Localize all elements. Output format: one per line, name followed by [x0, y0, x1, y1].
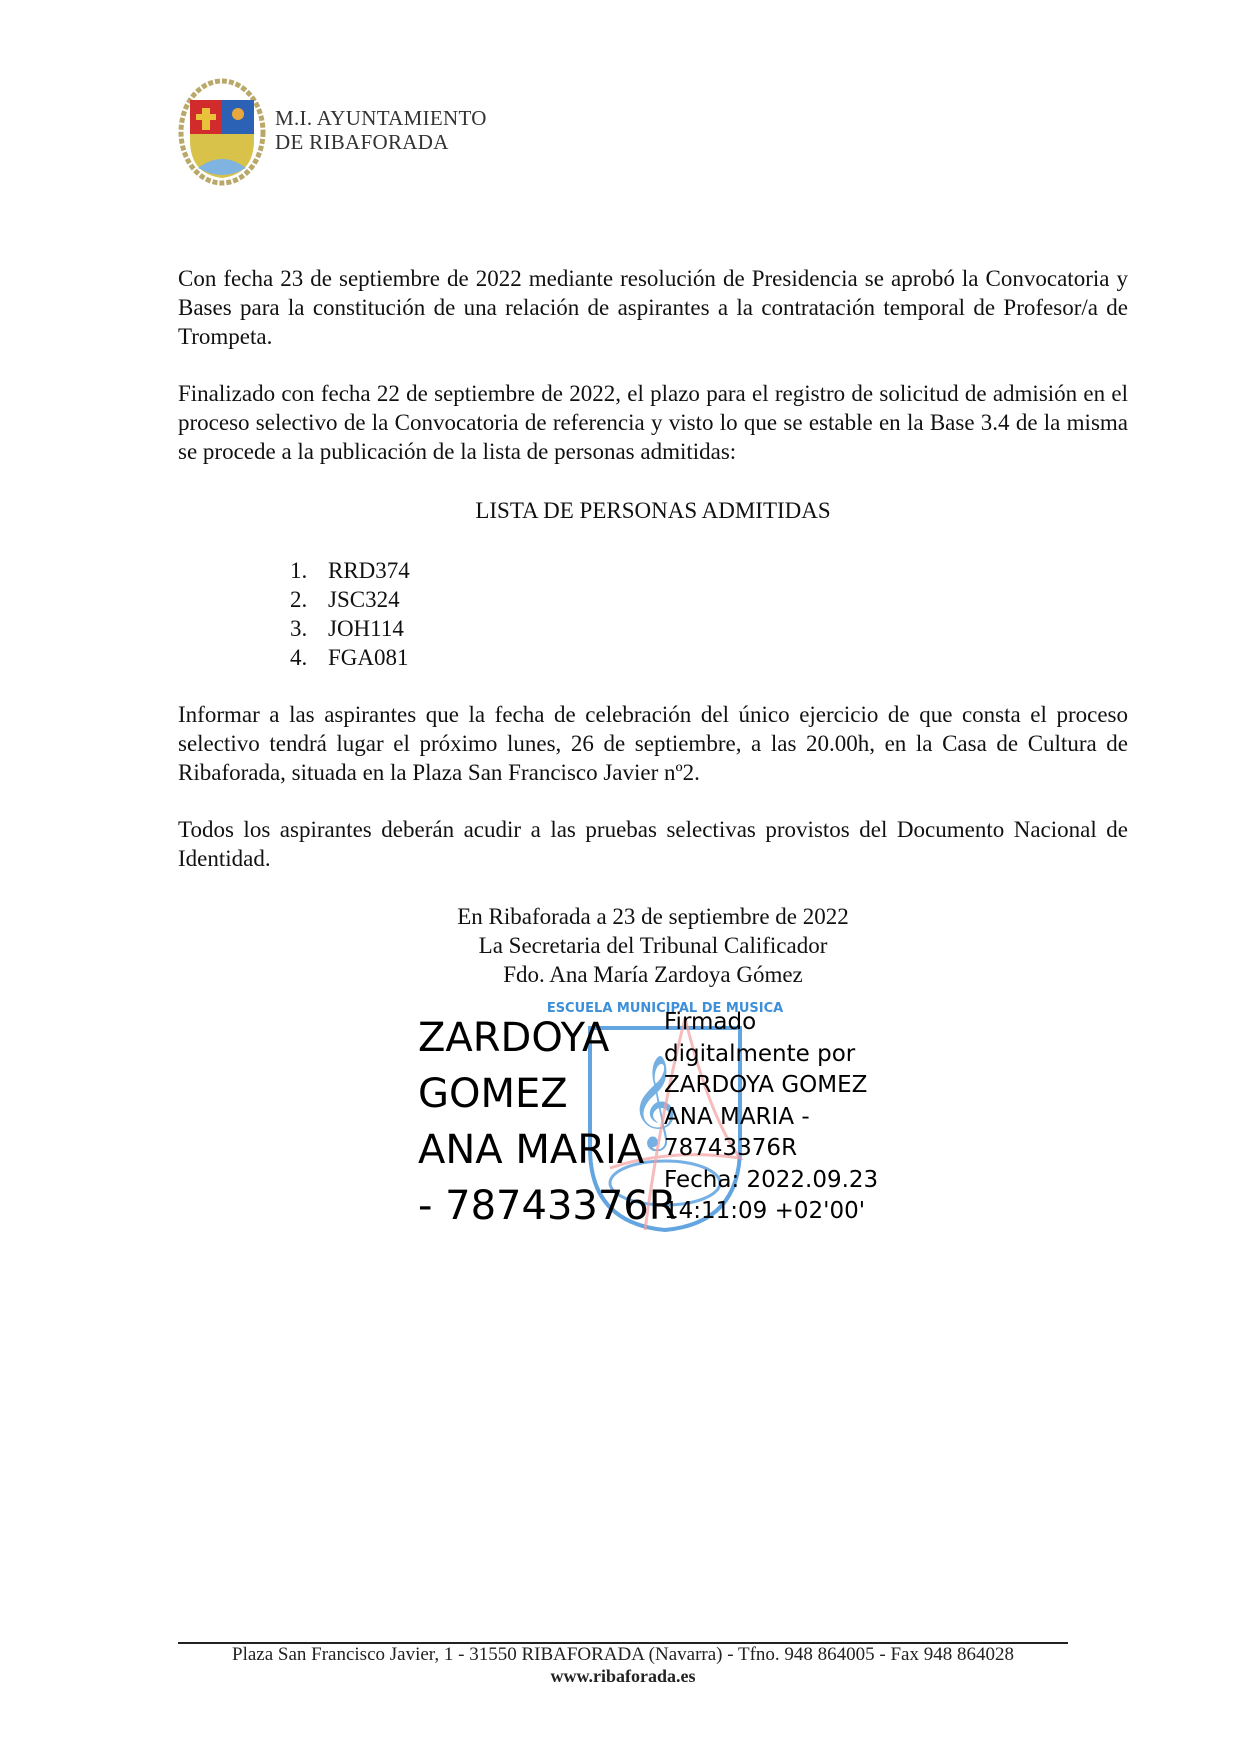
paragraph-1: Con fecha 23 de septiembre de 2022 mediante resolución de Presidencia se aprobó la Convocatoria y Bases para la constitución de una relación de aspirantes a la contratación temporal de Profesor/a de Trompeta. — [178, 266, 1128, 349]
org-line-2: DE RIBAFORADA — [275, 130, 449, 154]
closing-signer: Fdo. Ana María Zardoya Gómez — [503, 962, 803, 987]
svg-text:ESCUELA MUNICIPAL DE MUSICA: ESCUELA MUNICIPAL DE MUSICA — [546, 1001, 784, 1016]
admitted-list — [290, 556, 410, 672]
list-item: 4. FGA081 — [290, 645, 409, 670]
list-item: 2. JSC324 — [290, 587, 400, 612]
list-title: LISTA DE PERSONAS ADMITIDAS — [475, 498, 831, 523]
signature-details: Firmado digitalmente por ZARDOYA GOMEZ ANA MARIA - 78743376R Fecha: 2022.09.23 14:11:09 +02'00' — [664, 1009, 879, 1224]
paragraph-2: Finalizado con fecha 22 de septiembre de 2022, el plazo para el registro de solicitud de admisión en el proceso selectivo de la Convocatoria de referencia y visto lo que se estable en la Base 3.4 de la misma se procede a la publicación de la lista de personas admitidas: — [178, 381, 1128, 464]
footer-website[interactable]: www.ribaforada.es — [550, 1666, 696, 1686]
svg-text:𝄞: 𝄞 — [630, 1054, 678, 1147]
signature-name: ZARDOYA GOMEZ ANA MARIA - 78743376R — [418, 1015, 677, 1229]
paragraph-4: Todos los aspirantes deberán acudir a las pruebas selectivas provistos del Documento Nacional de Identidad. — [178, 817, 1128, 871]
list-item: 1. RRD374 — [290, 558, 410, 583]
paragraph-3: Informar a las aspirantes que la fecha de celebración del único ejercicio de que consta el proceso selectivo tendrá lugar el próximo lunes, 26 de septiembre, a las 20.00h, en la Casa de Cultura de Ribaforada, situada en la Plaza San Francisco Javier nº2. — [178, 702, 1128, 785]
closing-role: La Secretaria del Tribunal Calificador — [478, 933, 828, 958]
list-item: 3. JOH114 — [290, 616, 404, 641]
coat-of-arms-logo — [178, 78, 266, 186]
closing-place-date: En Ribaforada a 23 de septiembre de 2022 — [457, 904, 849, 929]
org-line-1: M.I. AYUNTAMIENTO — [275, 106, 487, 130]
organization-name — [275, 106, 487, 154]
footer-address: Plaza San Francisco Javier, 1 - 31550 RIBAFORADA (Navarra) - Tfno. 948 864005 - Fax 948 864028 — [232, 1644, 1014, 1665]
